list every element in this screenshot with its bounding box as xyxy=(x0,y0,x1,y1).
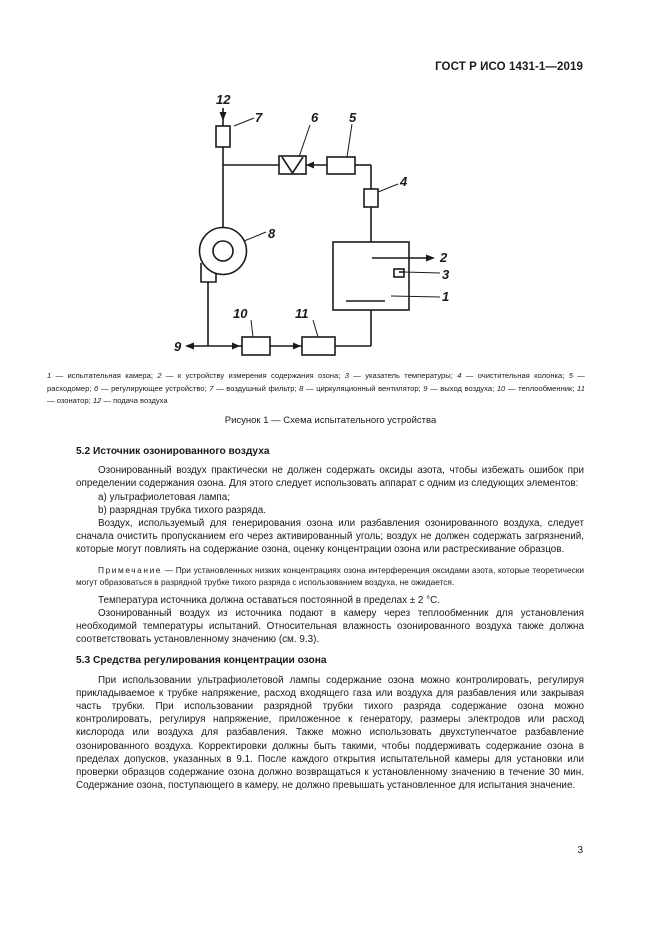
label-11: 11 xyxy=(295,306,309,321)
note-label: Примечание xyxy=(98,564,163,575)
document-body xyxy=(76,445,584,792)
sampling-arrow-icon xyxy=(426,255,435,262)
test-apparatus-diagram xyxy=(0,0,661,360)
note-text: — При установленных низких концентрациях озона интерференция оксидами азота, которые теоретически могут образоваться в разрядной трубке тихого разряда с использованием воздуха, не ожидается. xyxy=(76,564,584,587)
label-6: 6 xyxy=(311,110,319,125)
label-5: 5 xyxy=(349,110,357,125)
paragraph: При использовании ультрафиолетовой лампы содержание озона можно контролировать, регулируя прикладываемое к трубке напряжение, расход входящего газа или воздуха для разбавления или закрывая часть трубки. При использовании разрядной трубки тихого разряда содержание озона можно контролировать, регулируя напряжение, приложенное к генератору, размеры электродов или расход кислорода или воздуха для разбавления. Также можно использовать двухступенчатое разбавление озонированного воздуха. Корректировки должны быть такими, чтобы поддерживать содержание озона в пределах допусков, указанных в 9.1. После каждого открытия испытательной камеры для установки или проверки образцов содержание озона должно возвращаться к установленному значению в течение 30 мин. Содержание озона, поступающего в камеру, не должно превышать установленное для испытания значение. xyxy=(76,674,584,792)
section-5-2-heading: 5.2 Источник озонированного воздуха xyxy=(76,446,270,457)
label-10: 10 xyxy=(233,306,248,321)
label-4: 4 xyxy=(400,174,408,189)
paragraph: Температура источника должна оставаться постоянной в пределах ± 2 °С. xyxy=(98,594,440,606)
heat-exchanger-10 xyxy=(242,337,270,355)
label-12: 12 xyxy=(216,92,231,107)
list-item: b) разрядная трубка тихого разряда. xyxy=(98,504,266,516)
label-3: 3 xyxy=(442,267,450,282)
label-7: 7 xyxy=(255,110,263,125)
paragraph: Воздух, используемый для генерирования озона или разбавления озонированного воздуха, следует сначала очистить пропусканием его через активированный уголь; воздух не должен содержать загрязнений, которые могут повлиять на содержание озона, оценку концентрации озона или растрескивание образцов. xyxy=(76,518,584,556)
outlet-arrow-icon xyxy=(185,343,194,350)
flowmeter-5 xyxy=(327,157,355,174)
paragraph: Озонированный воздух из источника подают в камеру через теплообменник для установления необходимой температуры испытаний. Относительная влажность озонированного воздуха также должна соответствовать установленному значению (см. 9.3). xyxy=(76,607,584,646)
paragraph: Озонированный воздух практически не должен содержать оксиды азота, чтобы избежать ошибок при определении содержания озона. Для этого следует использовать аппарат с одним из следующих элементов: xyxy=(76,465,584,490)
page-number: 3 xyxy=(577,845,583,856)
label-2: 2 xyxy=(440,250,448,265)
inlet-arrow-icon xyxy=(220,112,227,121)
purification-column-4 xyxy=(364,189,378,207)
list-item: a) ультрафиолетовая лампа; xyxy=(98,491,230,503)
label-8: 8 xyxy=(268,226,276,241)
figure-caption: Рисунок 1 — Схема испытательного устройства xyxy=(224,415,437,426)
options-list xyxy=(76,491,584,517)
ozonator-11 xyxy=(302,337,335,355)
flow-arrow-icon xyxy=(306,162,314,169)
label-9: 9 xyxy=(174,339,182,354)
label-1: 1 xyxy=(442,289,450,304)
figure-legend: 1 — испытательная камера; 2 — к устройству измерения содержания озона; 3 — указатель температуры; 4 — очистительная колонка; 5 — расходомер; 6 — регулирующее устройство; 7 — воздушный фильтр; 8 — циркуляционный вентилятор; 9 — выход воздуха; 10 — теплообменник; 11 — озонатор; 12 — подача воздуха xyxy=(47,371,585,405)
document-header: ГОСТ Р ИСО 1431-1—2019 xyxy=(435,61,583,73)
temperature-indicator-3 xyxy=(394,269,404,277)
air-filter-7 xyxy=(216,126,230,147)
note xyxy=(76,564,584,588)
section-5-3-heading: 5.3 Средства регулирования концентрации озона xyxy=(76,655,327,667)
